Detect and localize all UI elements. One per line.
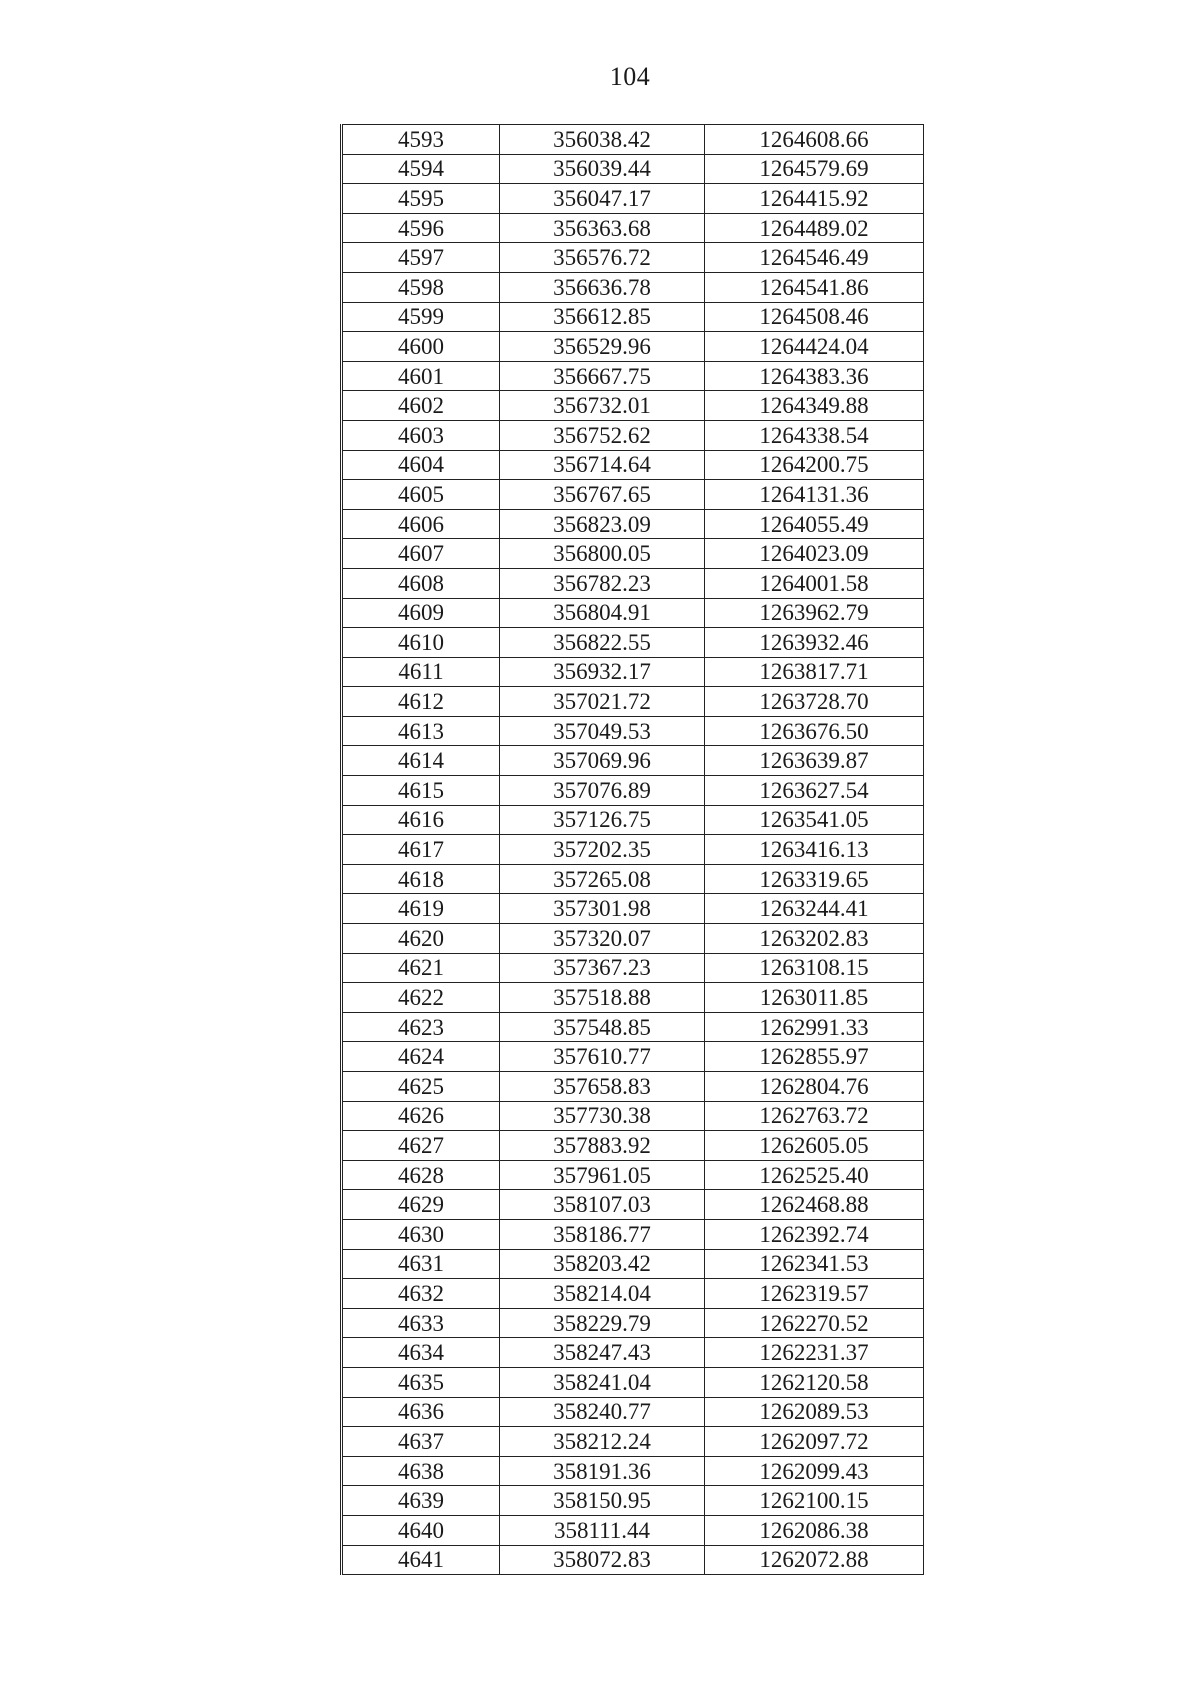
x-coordinate-cell: 357367.23	[500, 953, 705, 983]
table-row	[342, 1160, 924, 1190]
table-row	[342, 1042, 924, 1072]
table-row	[342, 1249, 924, 1279]
y-coordinate-cell: 1262120.58	[705, 1367, 924, 1397]
point-number-cell: 4629	[342, 1190, 500, 1220]
x-coordinate-cell: 356667.75	[500, 361, 705, 391]
y-coordinate-cell: 1262099.43	[705, 1456, 924, 1486]
point-number-cell: 4641	[342, 1545, 500, 1575]
y-coordinate-cell: 1262804.76	[705, 1072, 924, 1102]
y-coordinate-cell: 1262100.15	[705, 1486, 924, 1516]
table-row	[342, 361, 924, 391]
y-coordinate-cell: 1264383.36	[705, 361, 924, 391]
y-coordinate-cell: 1263202.83	[705, 924, 924, 954]
y-coordinate-cell: 1262605.05	[705, 1131, 924, 1161]
point-number-cell: 4617	[342, 835, 500, 865]
x-coordinate-cell: 358107.03	[500, 1190, 705, 1220]
y-coordinate-cell: 1262231.37	[705, 1338, 924, 1368]
table-row	[342, 805, 924, 835]
point-number-cell: 4621	[342, 953, 500, 983]
point-number-cell: 4608	[342, 568, 500, 598]
x-coordinate-cell: 357961.05	[500, 1160, 705, 1190]
table-row	[342, 1456, 924, 1486]
point-number-cell: 4632	[342, 1279, 500, 1309]
point-number-cell: 4598	[342, 272, 500, 302]
y-coordinate-cell: 1262991.33	[705, 1012, 924, 1042]
x-coordinate-cell: 357021.72	[500, 687, 705, 717]
y-coordinate-cell: 1263932.46	[705, 628, 924, 658]
y-coordinate-cell: 1262763.72	[705, 1101, 924, 1131]
table-row	[342, 302, 924, 332]
point-number-cell: 4628	[342, 1160, 500, 1190]
x-coordinate-cell: 358247.43	[500, 1338, 705, 1368]
table-row	[342, 1545, 924, 1575]
point-number-cell: 4610	[342, 628, 500, 658]
x-coordinate-cell: 357518.88	[500, 983, 705, 1013]
y-coordinate-cell: 1264546.49	[705, 243, 924, 273]
x-coordinate-cell: 356047.17	[500, 184, 705, 214]
table-row	[342, 953, 924, 983]
y-coordinate-cell: 1264608.66	[705, 125, 924, 155]
point-number-cell: 4609	[342, 598, 500, 628]
y-coordinate-cell: 1263962.79	[705, 598, 924, 628]
table-row	[342, 628, 924, 658]
y-coordinate-cell: 1264541.86	[705, 272, 924, 302]
x-coordinate-cell: 357301.98	[500, 894, 705, 924]
x-coordinate-cell: 358212.24	[500, 1427, 705, 1457]
table-row	[342, 480, 924, 510]
point-number-cell: 4630	[342, 1219, 500, 1249]
table-row	[342, 125, 924, 155]
y-coordinate-cell: 1263728.70	[705, 687, 924, 717]
y-coordinate-cell: 1264415.92	[705, 184, 924, 214]
point-number-cell: 4597	[342, 243, 500, 273]
table-row	[342, 1486, 924, 1516]
table-row	[342, 746, 924, 776]
x-coordinate-cell: 356612.85	[500, 302, 705, 332]
x-coordinate-cell: 357202.35	[500, 835, 705, 865]
x-coordinate-cell: 356823.09	[500, 509, 705, 539]
point-number-cell: 4626	[342, 1101, 500, 1131]
table-row	[342, 1012, 924, 1042]
y-coordinate-cell: 1264338.54	[705, 420, 924, 450]
x-coordinate-cell: 356636.78	[500, 272, 705, 302]
y-coordinate-cell: 1262097.72	[705, 1427, 924, 1457]
x-coordinate-cell: 357610.77	[500, 1042, 705, 1072]
point-number-cell: 4638	[342, 1456, 500, 1486]
table-row	[342, 1279, 924, 1309]
table-row	[342, 1338, 924, 1368]
y-coordinate-cell: 1262341.53	[705, 1249, 924, 1279]
point-number-cell: 4636	[342, 1397, 500, 1427]
x-coordinate-cell: 356767.65	[500, 480, 705, 510]
point-number-cell: 4594	[342, 154, 500, 184]
table-row	[342, 568, 924, 598]
y-coordinate-cell: 1263244.41	[705, 894, 924, 924]
x-coordinate-cell: 356822.55	[500, 628, 705, 658]
x-coordinate-cell: 357265.08	[500, 864, 705, 894]
x-coordinate-cell: 358191.36	[500, 1456, 705, 1486]
x-coordinate-cell: 356804.91	[500, 598, 705, 628]
table-row	[342, 1131, 924, 1161]
table-row	[342, 391, 924, 421]
point-number-cell: 4640	[342, 1515, 500, 1545]
x-coordinate-cell: 357320.07	[500, 924, 705, 954]
table-row	[342, 687, 924, 717]
x-coordinate-cell: 358241.04	[500, 1367, 705, 1397]
point-number-cell: 4611	[342, 657, 500, 687]
y-coordinate-cell: 1264001.58	[705, 568, 924, 598]
point-number-cell: 4616	[342, 805, 500, 835]
x-coordinate-cell: 356732.01	[500, 391, 705, 421]
y-coordinate-cell: 1263627.54	[705, 776, 924, 806]
table-row	[342, 1101, 924, 1131]
table-row	[342, 154, 924, 184]
y-coordinate-cell: 1262072.88	[705, 1545, 924, 1575]
table-row	[342, 598, 924, 628]
table-row	[342, 1515, 924, 1545]
table-row	[342, 1397, 924, 1427]
x-coordinate-cell: 358150.95	[500, 1486, 705, 1516]
table-row	[342, 864, 924, 894]
x-coordinate-cell: 356529.96	[500, 332, 705, 362]
point-number-cell: 4633	[342, 1308, 500, 1338]
y-coordinate-cell: 1264489.02	[705, 213, 924, 243]
table-row	[342, 716, 924, 746]
point-number-cell: 4606	[342, 509, 500, 539]
point-number-cell: 4602	[342, 391, 500, 421]
y-coordinate-cell: 1264508.46	[705, 302, 924, 332]
table-row	[342, 1219, 924, 1249]
coordinates-table	[340, 124, 924, 1575]
table-row	[342, 983, 924, 1013]
y-coordinate-cell: 1264579.69	[705, 154, 924, 184]
y-coordinate-cell: 1264349.88	[705, 391, 924, 421]
x-coordinate-cell: 357883.92	[500, 1131, 705, 1161]
x-coordinate-cell: 356752.62	[500, 420, 705, 450]
point-number-cell: 4604	[342, 450, 500, 480]
x-coordinate-cell: 358203.42	[500, 1249, 705, 1279]
x-coordinate-cell: 357730.38	[500, 1101, 705, 1131]
table-row	[342, 1367, 924, 1397]
table-row	[342, 1427, 924, 1457]
y-coordinate-cell: 1262270.52	[705, 1308, 924, 1338]
table-row	[342, 1072, 924, 1102]
table-row	[342, 420, 924, 450]
point-number-cell: 4607	[342, 539, 500, 569]
x-coordinate-cell: 358229.79	[500, 1308, 705, 1338]
point-number-cell: 4596	[342, 213, 500, 243]
point-number-cell: 4625	[342, 1072, 500, 1102]
y-coordinate-cell: 1262468.88	[705, 1190, 924, 1220]
x-coordinate-cell: 356576.72	[500, 243, 705, 273]
point-number-cell: 4614	[342, 746, 500, 776]
x-coordinate-cell: 358240.77	[500, 1397, 705, 1427]
table-row	[342, 657, 924, 687]
y-coordinate-cell: 1264023.09	[705, 539, 924, 569]
y-coordinate-cell: 1264424.04	[705, 332, 924, 362]
y-coordinate-cell: 1262086.38	[705, 1515, 924, 1545]
point-number-cell: 4595	[342, 184, 500, 214]
x-coordinate-cell: 356932.17	[500, 657, 705, 687]
x-coordinate-cell: 357049.53	[500, 716, 705, 746]
point-number-cell: 4637	[342, 1427, 500, 1457]
y-coordinate-cell: 1262855.97	[705, 1042, 924, 1072]
point-number-cell: 4627	[342, 1131, 500, 1161]
point-number-cell: 4605	[342, 480, 500, 510]
point-number-cell: 4600	[342, 332, 500, 362]
point-number-cell: 4601	[342, 361, 500, 391]
y-coordinate-cell: 1262525.40	[705, 1160, 924, 1190]
table-row	[342, 894, 924, 924]
table-row	[342, 213, 924, 243]
x-coordinate-cell: 358072.83	[500, 1545, 705, 1575]
y-coordinate-cell: 1263319.65	[705, 864, 924, 894]
coordinates-table-body	[342, 125, 924, 1575]
page-number: 104	[609, 62, 651, 91]
table-row	[342, 776, 924, 806]
y-coordinate-cell: 1263639.87	[705, 746, 924, 776]
x-coordinate-cell: 357069.96	[500, 746, 705, 776]
x-coordinate-cell: 356038.42	[500, 125, 705, 155]
x-coordinate-cell: 356800.05	[500, 539, 705, 569]
point-number-cell: 4603	[342, 420, 500, 450]
x-coordinate-cell: 357658.83	[500, 1072, 705, 1102]
y-coordinate-cell: 1263541.05	[705, 805, 924, 835]
point-number-cell: 4615	[342, 776, 500, 806]
point-number-cell: 4639	[342, 1486, 500, 1516]
point-number-cell: 4618	[342, 864, 500, 894]
point-number-cell: 4593	[342, 125, 500, 155]
point-number-cell: 4634	[342, 1338, 500, 1368]
point-number-cell: 4599	[342, 302, 500, 332]
x-coordinate-cell: 356782.23	[500, 568, 705, 598]
x-coordinate-cell: 356363.68	[500, 213, 705, 243]
x-coordinate-cell: 356039.44	[500, 154, 705, 184]
point-number-cell: 4619	[342, 894, 500, 924]
y-coordinate-cell: 1264055.49	[705, 509, 924, 539]
table-row	[342, 924, 924, 954]
y-coordinate-cell: 1262319.57	[705, 1279, 924, 1309]
table-row	[342, 835, 924, 865]
y-coordinate-cell: 1263011.85	[705, 983, 924, 1013]
point-number-cell: 4623	[342, 1012, 500, 1042]
x-coordinate-cell: 356714.64	[500, 450, 705, 480]
y-coordinate-cell: 1263817.71	[705, 657, 924, 687]
y-coordinate-cell: 1263416.13	[705, 835, 924, 865]
y-coordinate-cell: 1263676.50	[705, 716, 924, 746]
x-coordinate-cell: 357548.85	[500, 1012, 705, 1042]
point-number-cell: 4631	[342, 1249, 500, 1279]
point-number-cell: 4635	[342, 1367, 500, 1397]
table-row	[342, 539, 924, 569]
point-number-cell: 4612	[342, 687, 500, 717]
point-number-cell: 4622	[342, 983, 500, 1013]
x-coordinate-cell: 358186.77	[500, 1219, 705, 1249]
x-coordinate-cell: 357076.89	[500, 776, 705, 806]
table-row	[342, 332, 924, 362]
table-row	[342, 272, 924, 302]
y-coordinate-cell: 1264200.75	[705, 450, 924, 480]
x-coordinate-cell: 358111.44	[500, 1515, 705, 1545]
y-coordinate-cell: 1264131.36	[705, 480, 924, 510]
point-number-cell: 4620	[342, 924, 500, 954]
point-number-cell: 4624	[342, 1042, 500, 1072]
table-row	[342, 1190, 924, 1220]
x-coordinate-cell: 358214.04	[500, 1279, 705, 1309]
table-row	[342, 184, 924, 214]
table-row	[342, 243, 924, 273]
x-coordinate-cell: 357126.75	[500, 805, 705, 835]
table-row	[342, 450, 924, 480]
y-coordinate-cell: 1263108.15	[705, 953, 924, 983]
point-number-cell: 4613	[342, 716, 500, 746]
table-row	[342, 509, 924, 539]
y-coordinate-cell: 1262089.53	[705, 1397, 924, 1427]
y-coordinate-cell: 1262392.74	[705, 1219, 924, 1249]
table-row	[342, 1308, 924, 1338]
